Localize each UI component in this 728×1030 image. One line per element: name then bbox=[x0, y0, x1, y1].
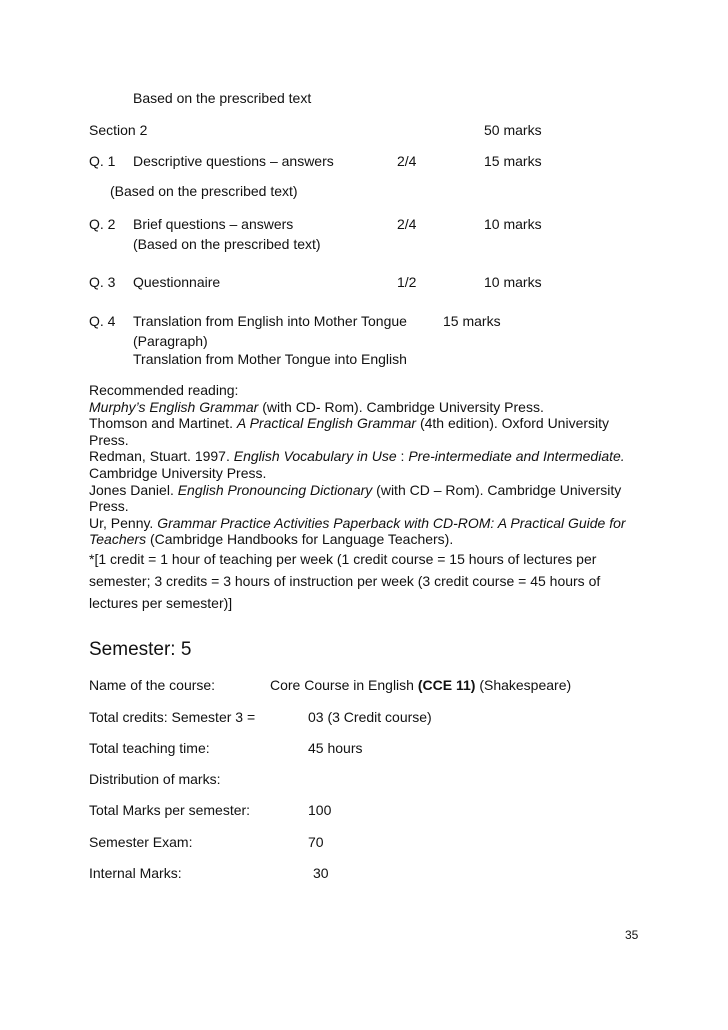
semester-exam-value: 70 bbox=[308, 834, 324, 850]
total-marks-value: 100 bbox=[308, 802, 332, 818]
question-marks: 10 marks bbox=[484, 216, 542, 232]
book-title: English Pronouncing Dictionary bbox=[177, 481, 373, 498]
question-description: Descriptive questions – answers bbox=[133, 153, 334, 169]
book-title: A Practical English Grammar bbox=[236, 415, 417, 432]
question-marks: 15 marks bbox=[484, 153, 542, 169]
recommended-reading bbox=[89, 382, 649, 614]
question-ratio: 1/2 bbox=[397, 274, 417, 290]
book-title: Pre-intermediate and Intermediate. bbox=[408, 448, 625, 465]
question-ratio: 2/4 bbox=[397, 153, 417, 169]
question-ratio: 2/4 bbox=[397, 216, 417, 232]
internal-marks-label: Internal Marks: bbox=[89, 865, 182, 881]
total-credits-value: 03 (3 Credit course) bbox=[308, 709, 432, 725]
book-title: Murphy’s English Grammar bbox=[89, 398, 259, 415]
book-title: Grammar Practice Activities Paperback with CD-ROM: A Practical Guide for Teachers bbox=[89, 514, 626, 548]
question-description: Brief questions – answers bbox=[133, 216, 294, 232]
question-number: Q. 1 bbox=[89, 153, 116, 169]
question-note: (Based on the prescribed text) bbox=[110, 183, 298, 199]
teaching-time-label: Total teaching time: bbox=[89, 740, 210, 756]
credit-note: *[1 credit = 1 hour of teaching per week (1 credit course = 15 hours of lectures per semester; 3 credits = 3 hours of instruction per week (3 credit course = 45 hours of lectures per semester)] bbox=[89, 550, 601, 611]
teaching-time-value: 45 hours bbox=[308, 740, 363, 756]
page-number: 35 bbox=[625, 928, 639, 942]
distribution-label: Distribution of marks: bbox=[89, 771, 221, 787]
course-name-label: Name of the course: bbox=[89, 677, 216, 693]
semester-exam-label: Semester Exam: bbox=[89, 834, 193, 850]
reading-entry: Thomson and Martinet. A Practical English Grammar (4th edition). Oxford University Press. bbox=[89, 415, 610, 448]
course-code: (CCE 11) bbox=[417, 677, 476, 693]
question-number: Q. 2 bbox=[89, 216, 116, 232]
question-subline: Translation from Mother Tongue into English bbox=[133, 351, 407, 367]
section-title: Section 2 bbox=[89, 122, 148, 138]
question-description: Questionnaire bbox=[133, 274, 221, 290]
total-credits-label: Total credits: Semester 3 = bbox=[89, 709, 256, 725]
question-marks: 15 marks bbox=[443, 313, 501, 329]
section-total-marks: 50 marks bbox=[484, 122, 542, 138]
course-name-value: Core Course in English (CCE 11) (Shakespeare) bbox=[270, 677, 572, 693]
reading-heading: Recommended reading: bbox=[89, 382, 239, 398]
reading-entry: Ur, Penny. Grammar Practice Activities Paperback with CD-ROM: A Practical Guide for Teachers (Cambridge Handbooks for Language Teachers). bbox=[89, 514, 626, 548]
total-marks-label: Total Marks per semester: bbox=[89, 802, 251, 818]
question-subline: (Paragraph) bbox=[133, 333, 208, 349]
semester-heading: Semester: 5 bbox=[89, 639, 192, 660]
book-title: English Vocabulary in Use bbox=[233, 448, 397, 465]
internal-marks-value: 30 bbox=[313, 865, 329, 881]
question-description: Translation from English into Mother Tongue bbox=[133, 313, 407, 329]
question-number: Q. 3 bbox=[89, 274, 116, 290]
question-note: (Based on the prescribed text) bbox=[133, 236, 321, 252]
reading-entry: Jones Daniel. English Pronouncing Dictionary (with CD – Rom). Cambridge University Press. bbox=[89, 481, 622, 515]
question-number: Q. 4 bbox=[89, 313, 116, 329]
prescribed-text-note: Based on the prescribed text bbox=[133, 90, 312, 106]
question-marks: 10 marks bbox=[484, 274, 542, 290]
reading-entry: Murphy’s English Grammar (with CD- Rom). Cambridge University Press. bbox=[89, 398, 544, 415]
reading-entry: Redman, Stuart. 1997. English Vocabulary in Use : Pre-intermediate and Intermediate. Cambridge University Press. bbox=[89, 448, 625, 481]
